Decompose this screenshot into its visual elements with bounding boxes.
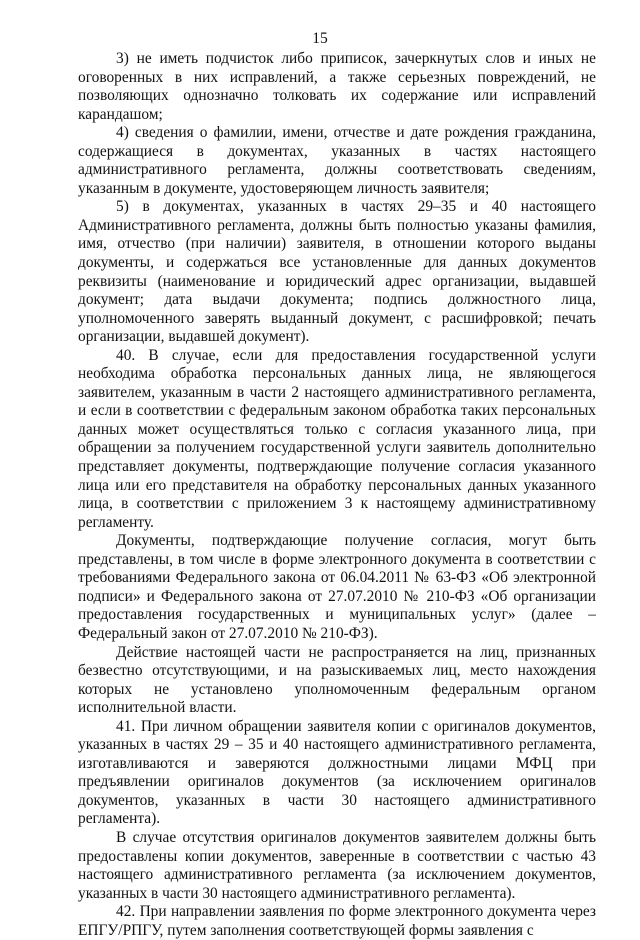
paragraph-section-40: 40. В случае, если для предоставления государственной услуги необходима обработка персональных данных лица, не являющегося заявителем, указанным в части 2 настоящего административного регламента, и если в соответствии с федеральным законом обработка таких персональных данных может осуществляться только с согласия указанного лица, при обращении за получением государственной услуги заявитель дополнительно представляет документы, подтверждающие получение согласия указанного лица или его представителя на обработку персональных данных указанного лица, в соответствии с приложением 3 к настоящему административному регламенту. [78,346,596,531]
paragraph-item-4: 4) сведения о фамилии, имени, отчестве и дате рождения гражданина, содержащиеся в документах, указанных в частях настоящего административного регламента, должны соответствовать сведениям, указанным в документе, удостоверяющем личность заявителя; [78,124,596,197]
paragraph-item-3: 3) не иметь подчисток либо приписок, зачеркнутых слов и иных не оговоренных в них исправлений, а также серьезных повреждений, не позволяющих однозначно толковать их содержание или исправлений карандашом; [78,50,596,123]
document-body [78,50,596,940]
paragraph-section-41: 41. При личном обращении заявителя копии с оригиналов документов, указанных в частях 29 – 35 и 40 настоящего административного регламента, изготавливаются и заверяются должностными лицами МФЦ при предъявлении оригиналов документов (за исключением оригиналов документов, указанных в части 30 настоящего административного регламента). [78,717,596,828]
paragraph-missing-originals: В случае отсутствия оригиналов документов заявителем должны быть предоставлены копии документов, заверенные в соответствии с частью 43 настоящего административного регламента (за исключением документов, указанных в части 30 настоящего административного регламента). [78,828,596,902]
paragraph-item-5: 5) в документах, указанных в частях 29–35 и 40 настоящего Административного регламента, должны быть полностью указаны фамилия, имя, отчество (при наличии) заявителя, в отношении которого выданы документы, и содержаться все установленные для данных документов реквизиты (наименование и юридический адрес организации, выдавшей документ; дата выдачи документа; подпись должностного лица, уполномоченного заверять выданный документ, с расшифровкой; печать организации, выдавшей документ). [78,198,596,346]
paragraph-section-42: 42. При направлении заявления по форме электронного документа через ЕПГУ/РПГУ, путем заполнения соответствующей формы заявления с [78,903,596,939]
page-number: 15 [312,30,328,47]
paragraph-scope-exception: Действие настоящей части не распространяется на лиц, признанных безвестно отсутствующими, и на разыскиваемых лиц, место нахождения которых не установлено уполномоченным федеральным органом исполнительной власти. [78,643,596,717]
paragraph-consent-documents: Документы, подтверждающие получение согласия, могут быть представлены, в том числе в форме электронного документа в соответствии с требованиями Федерального закона от 06.04.2011 № 63-ФЗ «Об электронной подписи» и Федерального закона от 27.07.2010 № 210-ФЗ «Об организации предоставления государственных и муниципальных услуг» (далее – Федеральный закон от 27.07.2010 № 210-ФЗ). [78,532,596,642]
